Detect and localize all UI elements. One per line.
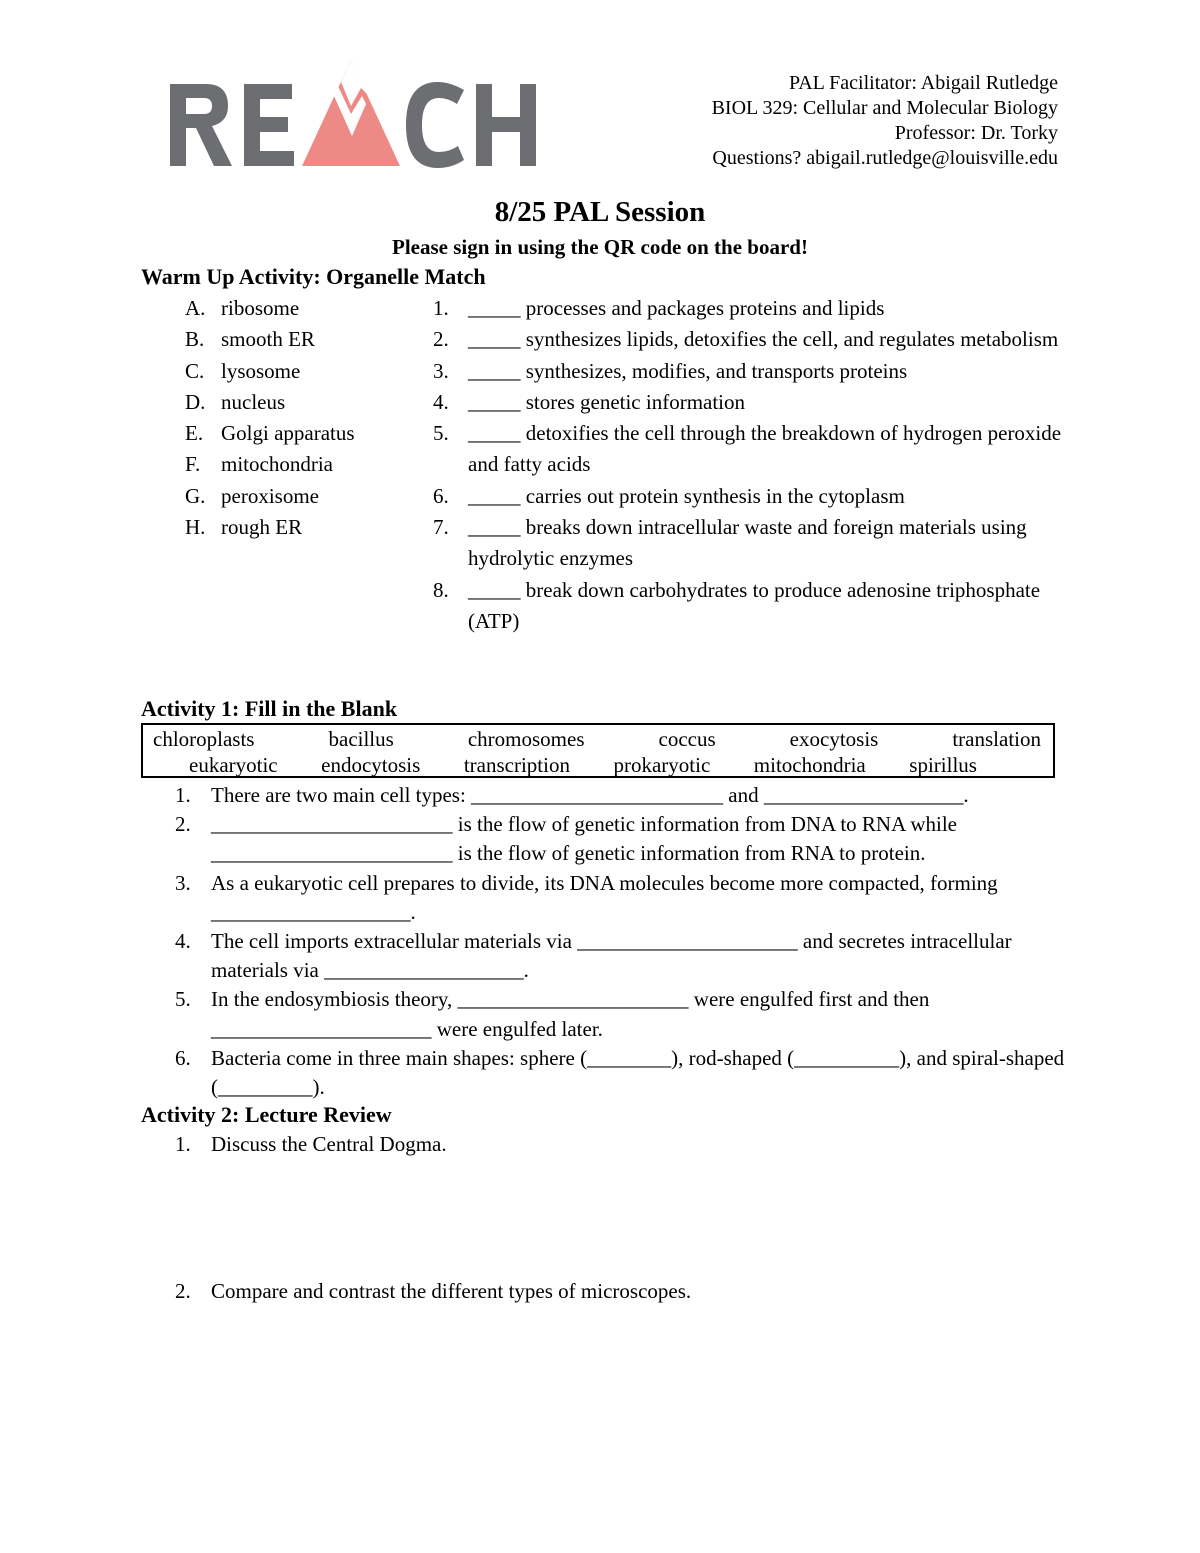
reach-logo bbox=[166, 56, 540, 168]
word-bank-term: mitochondria bbox=[753, 753, 866, 777]
page-subtitle: Please sign in using the QR code on the board! bbox=[392, 235, 808, 259]
word-bank-term: transcription bbox=[463, 753, 570, 777]
list-item: 4. The cell imports extracellular materials via _____________________ and secretes intracellular materials via ___________________. bbox=[175, 929, 1012, 983]
list-item: A. ribosome bbox=[185, 296, 300, 320]
list-item: 3. As a eukaryotic cell prepares to divide, its DNA molecules become more compacted, forming ___________________. bbox=[175, 870, 998, 924]
activity1-heading: Activity 1: Fill in the Blank bbox=[141, 696, 398, 721]
list-item: 5. _____ detoxifies the cell through the breakdown of hydrogen peroxide and fatty acids bbox=[433, 421, 1062, 477]
word-bank-term: bacillus bbox=[328, 727, 394, 751]
list-item: 1. Discuss the Central Dogma. bbox=[175, 1132, 447, 1156]
activity2-heading: Activity 2: Lecture Review bbox=[141, 1102, 392, 1127]
list-item: D. nucleus bbox=[185, 389, 286, 414]
professor-text: Professor: Dr. Torky bbox=[894, 122, 1058, 144]
page-title: 8/25 PAL Session bbox=[494, 196, 706, 228]
list-item: G. peroxisome bbox=[185, 483, 319, 508]
list-item: B. smooth ER bbox=[185, 327, 315, 352]
questions-text: Questions? abigail.rutledge@louisville.edu bbox=[712, 147, 1058, 169]
word-bank-row bbox=[153, 727, 1041, 752]
list-item: C. lysosome bbox=[185, 358, 301, 383]
word-bank-term: endocytosis bbox=[321, 753, 421, 777]
organelle-list bbox=[185, 293, 355, 543]
word-bank-term: spirillus bbox=[909, 753, 977, 777]
list-item: E. Golgi apparatus bbox=[185, 421, 355, 446]
list-item: 4. _____ stores genetic information bbox=[433, 389, 746, 414]
list-item: 1. There are two main cell types: ________________________ and ___________________. bbox=[175, 783, 969, 807]
list-item: 2. _______________________ is the flow of genetic information from DNA to RNA while _______________________ is the flow of genetic information from RNA to protein. bbox=[175, 812, 958, 866]
fill-in-list bbox=[175, 781, 1065, 1102]
list-item: 7. _____ breaks down intracellular waste and foreign materials using hydrolytic enzymes bbox=[433, 515, 1027, 571]
word-bank-term: chromosomes bbox=[467, 727, 585, 751]
word-bank-row bbox=[189, 753, 977, 778]
list-item: 3. _____ synthesizes, modifies, and transports proteins bbox=[433, 358, 908, 383]
list-item: 5. In the endosymbiosis theory, ______________________ were engulfed first and then _____________________ were engulfed later. bbox=[175, 987, 930, 1041]
course-text: BIOL 329: Cellular and Molecular Biology bbox=[711, 97, 1058, 119]
word-bank-term: coccus bbox=[658, 727, 716, 751]
list-item: F. mitochondria bbox=[185, 452, 333, 477]
word-bank-term: prokaryotic bbox=[613, 753, 711, 777]
list-item: H. rough ER bbox=[185, 515, 303, 540]
warmup-heading: Warm Up Activity: Organelle Match bbox=[141, 264, 486, 289]
list-item: 2. Compare and contrast the different types of microscopes. bbox=[175, 1279, 692, 1303]
facilitator-text: PAL Facilitator: Abigail Rutledge bbox=[788, 72, 1058, 94]
word-bank-term: eukaryotic bbox=[189, 753, 278, 777]
word-bank-term: exocytosis bbox=[789, 727, 879, 751]
function-list bbox=[433, 293, 1063, 637]
list-item: 2. _____ synthesizes lipids, detoxifies the cell, and regulates metabolism bbox=[433, 327, 1059, 352]
list-item: 6. Bacteria come in three main shapes: sphere (________), rod-shaped (__________), and spiral-shaped (_________). bbox=[175, 1045, 1065, 1100]
list-item: 1. _____ processes and packages proteins and lipids bbox=[433, 296, 885, 320]
header-info bbox=[712, 71, 1058, 171]
list-item: 8. _____ break down carbohydrates to produce adenosine triphosphate (ATP) bbox=[433, 577, 1041, 633]
list-item: 6. _____ carries out protein synthesis in the cytoplasm bbox=[433, 483, 905, 508]
word-bank-term: chloroplasts bbox=[153, 727, 255, 751]
word-bank-term: translation bbox=[952, 727, 1041, 751]
word-bank bbox=[141, 723, 1055, 778]
